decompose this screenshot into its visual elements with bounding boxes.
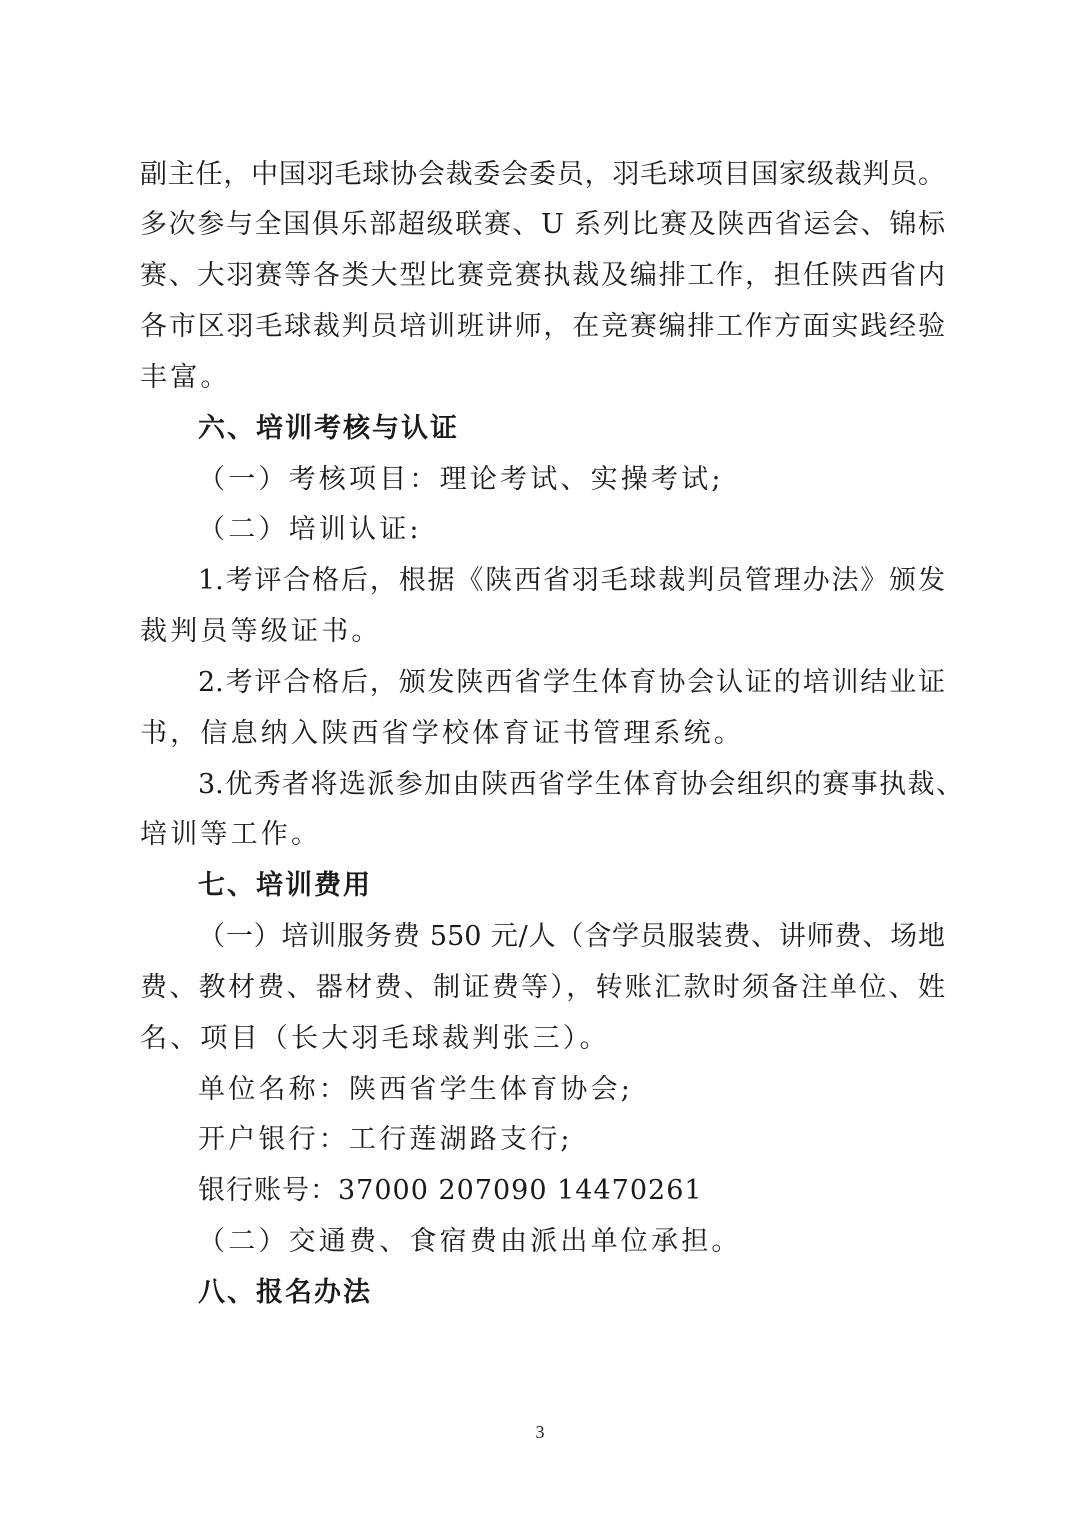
- unit-name: 单位名称：陕西省学生体育协会;: [198, 1074, 634, 1105]
- paragraph-line: 丰富。: [140, 362, 231, 393]
- section-heading-6: 六、培训考核与认证: [198, 413, 459, 444]
- bank-account: 银行账号：37000 207090 14470261: [198, 1175, 703, 1206]
- paragraph-line: 赛、大羽赛等各类大型比赛竞赛执裁及编排工作，担任陕西省内: [140, 260, 945, 291]
- bank-name: 开户银行：工行莲湖路支行;: [198, 1124, 573, 1155]
- page-number: 3: [535, 1422, 545, 1442]
- section-heading-7: 七、培训费用: [198, 870, 372, 901]
- fee-line: 名、项目（长大羽毛球裁判张三）。: [140, 1023, 610, 1054]
- certification-point-2: 2.考评合格后，颁发陕西省学生体育协会认证的培训结业证: [198, 667, 945, 698]
- certification-point-3-cont: 培训等工作。: [140, 819, 322, 850]
- paragraph-line: 副主任，中国羽毛球协会裁委会委员，羽毛球项目国家级裁判员。: [140, 159, 945, 190]
- travel-cost: （二）交通费、食宿费由派出单位承担。: [198, 1226, 742, 1257]
- certification-point-1-cont: 裁判员等级证书。: [140, 616, 382, 647]
- certification-point-3: 3.优秀者将选派参加由陕西省学生体育协会组织的赛事执裁、: [198, 769, 963, 800]
- assessment-items: （一）考核项目：理论考试、实操考试;: [198, 464, 724, 495]
- paragraph-line: 各市区羽毛球裁判员培训班讲师，在竞赛编排工作方面实践经验: [140, 311, 945, 342]
- fee-line: 费、教材费、器材费、制证费等），转账汇款时须备注单位、姓: [140, 972, 945, 1003]
- certification-point-2-cont: 书，信息纳入陕西省学校体育证书管理系统。: [140, 718, 744, 749]
- section-heading-8: 八、报名办法: [198, 1277, 372, 1308]
- paragraph-line: 多次参与全国俱乐部超级联赛、U 系列比赛及陕西省运会、锦标: [140, 209, 945, 240]
- certification-title: （二）培训认证:: [198, 514, 422, 545]
- certification-point-1: 1.考评合格后，根据《陕西省羽毛球裁判员管理办法》颁发: [198, 565, 945, 596]
- fee-line: （一）培训服务费 550 元/人（含学员服装费、讲师费、场地: [198, 921, 945, 952]
